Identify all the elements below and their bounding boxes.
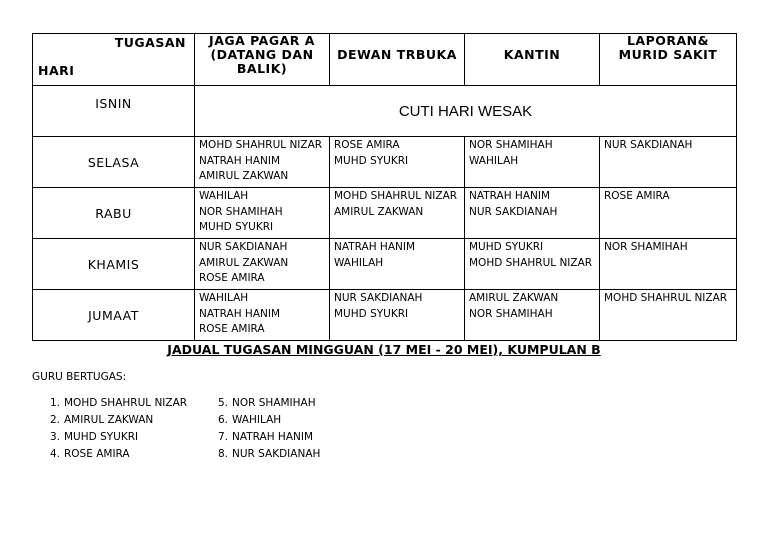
teacher-name: AMIRUL ZAKWAN: [64, 414, 154, 426]
header-laporan-line-1: LAPORAN&: [626, 33, 710, 48]
row-jumaat: [33, 290, 737, 341]
day-cell: SELASA: [33, 137, 195, 188]
kantin-cell: [465, 188, 600, 239]
list-number: 4.: [49, 448, 60, 460]
guru-list-col-2: [212, 395, 320, 463]
header-corner-cell: [33, 34, 195, 86]
kantin-cell: [465, 137, 600, 188]
staff-name: WAHILAH: [469, 154, 519, 167]
list-number: 1.: [49, 397, 60, 409]
staff-name: MOHD SHAHRUL NIZAR: [199, 139, 323, 151]
header-dewan: [330, 34, 465, 86]
day-cell: JUMAAT: [33, 290, 195, 341]
header-laporan-line-2: MURID SAKIT: [618, 47, 718, 62]
laporan-cell: [600, 137, 737, 188]
jaga-cell: [195, 137, 330, 188]
staff-name: WAHILAH: [199, 190, 249, 202]
dewan-cell: [330, 239, 465, 290]
staff-name: MOHD SHAHRUL NIZAR: [334, 190, 458, 202]
jaga-cell: [195, 188, 330, 239]
document-title: JADUAL TUGASAN MINGGUAN (17 MEI - 20 MEI), KUMPULAN B: [167, 342, 601, 357]
guru-list-col-1: [44, 395, 187, 463]
list-item: [212, 429, 320, 446]
holiday-cell: CUTI HARI WESAK: [195, 86, 737, 137]
duty-roster-table: [32, 33, 737, 341]
list-item: [212, 395, 320, 412]
dewan-cell: [330, 290, 465, 341]
staff-name: WAHILAH: [334, 256, 384, 269]
header-tugasan: TUGASAN: [114, 35, 186, 50]
staff-name: ROSE AMIRA: [604, 190, 670, 202]
header-kantin-label: KANTIN: [503, 47, 561, 62]
staff-name: NOR SHAMIHAH: [469, 307, 553, 320]
staff-name: MUHD SYUKRI: [334, 307, 409, 320]
staff-name: AMIRUL ZAKWAN: [199, 256, 289, 269]
staff-name: NUR SAKDIANAH: [469, 205, 558, 218]
list-number: 2.: [49, 414, 60, 426]
laporan-cell: [600, 239, 737, 290]
staff-name: NUR SAKDIANAH: [199, 241, 288, 253]
list-item: [44, 395, 187, 412]
list-item: [44, 412, 187, 429]
staff-name: NATRAH HANIM: [199, 307, 281, 320]
header-row: [33, 34, 737, 86]
staff-name: MOHD SHAHRUL NIZAR: [469, 256, 593, 269]
teacher-name: MUHD SYUKRI: [64, 431, 139, 443]
day-cell: KHAMIS: [33, 239, 195, 290]
kantin-cell: [465, 290, 600, 341]
staff-name: NUR SAKDIANAH: [334, 292, 423, 304]
staff-name: NATRAH HANIM: [469, 190, 551, 202]
list-number: 7.: [217, 431, 228, 443]
staff-name: MUHD SYUKRI: [469, 241, 544, 253]
laporan-cell: [600, 188, 737, 239]
day-cell: RABU: [33, 188, 195, 239]
dewan-cell: [330, 188, 465, 239]
header-jaga-line-3: BALIK): [236, 61, 288, 76]
staff-name: NATRAH HANIM: [199, 154, 281, 167]
header-kantin: [465, 34, 600, 86]
teacher-name: NATRAH HANIM: [232, 431, 314, 443]
list-item: [212, 446, 320, 463]
staff-name: AMIRUL ZAKWAN: [199, 170, 289, 182]
laporan-cell: [600, 290, 737, 341]
header-jaga-line-2: (DATANG DAN: [210, 47, 314, 62]
staff-name: NOR SHAMIHAH: [604, 241, 688, 253]
staff-name: ROSE AMIRA: [334, 139, 400, 151]
row-isnin: [33, 86, 737, 137]
header-jaga-line-1: JAGA PAGAR A: [209, 33, 315, 48]
header-hari: HARI: [38, 63, 75, 78]
kantin-cell: [465, 239, 600, 290]
teacher-name: NUR SAKDIANAH: [232, 448, 321, 460]
row-rabu: [33, 188, 737, 239]
staff-name: ROSE AMIRA: [199, 323, 265, 335]
dewan-cell: [330, 137, 465, 188]
day-cell: ISNIN: [33, 86, 195, 137]
staff-name: MOHD SHAHRUL NIZAR: [604, 292, 728, 304]
row-khamis: [33, 239, 737, 290]
staff-name: NATRAH HANIM: [334, 241, 416, 253]
jaga-cell: [195, 239, 330, 290]
staff-name: NOR SHAMIHAH: [199, 205, 283, 218]
list-item: [44, 446, 187, 463]
staff-name: NUR SAKDIANAH: [604, 139, 693, 151]
staff-name: AMIRUL ZAKWAN: [469, 292, 559, 304]
list-item: [212, 412, 320, 429]
list-number: 8.: [217, 448, 228, 460]
row-selasa: [33, 137, 737, 188]
list-number: 3.: [49, 431, 60, 443]
teacher-name: WAHILAH: [232, 414, 282, 426]
staff-name: WAHILAH: [199, 292, 249, 304]
guru-bertugas-label: GURU BERTUGAS:: [32, 371, 127, 383]
list-number: 6.: [217, 414, 228, 426]
staff-name: AMIRUL ZAKWAN: [334, 205, 424, 218]
teacher-name: ROSE AMIRA: [64, 448, 130, 460]
staff-name: MUHD SYUKRI: [199, 221, 274, 233]
header-dewan-label: DEWAN TRBUKA: [337, 47, 457, 62]
list-item: [44, 429, 187, 446]
teacher-name: NOR SHAMIHAH: [232, 397, 316, 409]
jaga-cell: [195, 290, 330, 341]
staff-name: ROSE AMIRA: [199, 272, 265, 284]
list-number: 5.: [217, 397, 228, 409]
staff-name: NOR SHAMIHAH: [469, 139, 553, 151]
header-laporan: [600, 34, 737, 86]
staff-name: MUHD SYUKRI: [334, 154, 409, 167]
header-jaga-pagar: [195, 34, 330, 86]
teacher-name: MOHD SHAHRUL NIZAR: [64, 397, 188, 409]
